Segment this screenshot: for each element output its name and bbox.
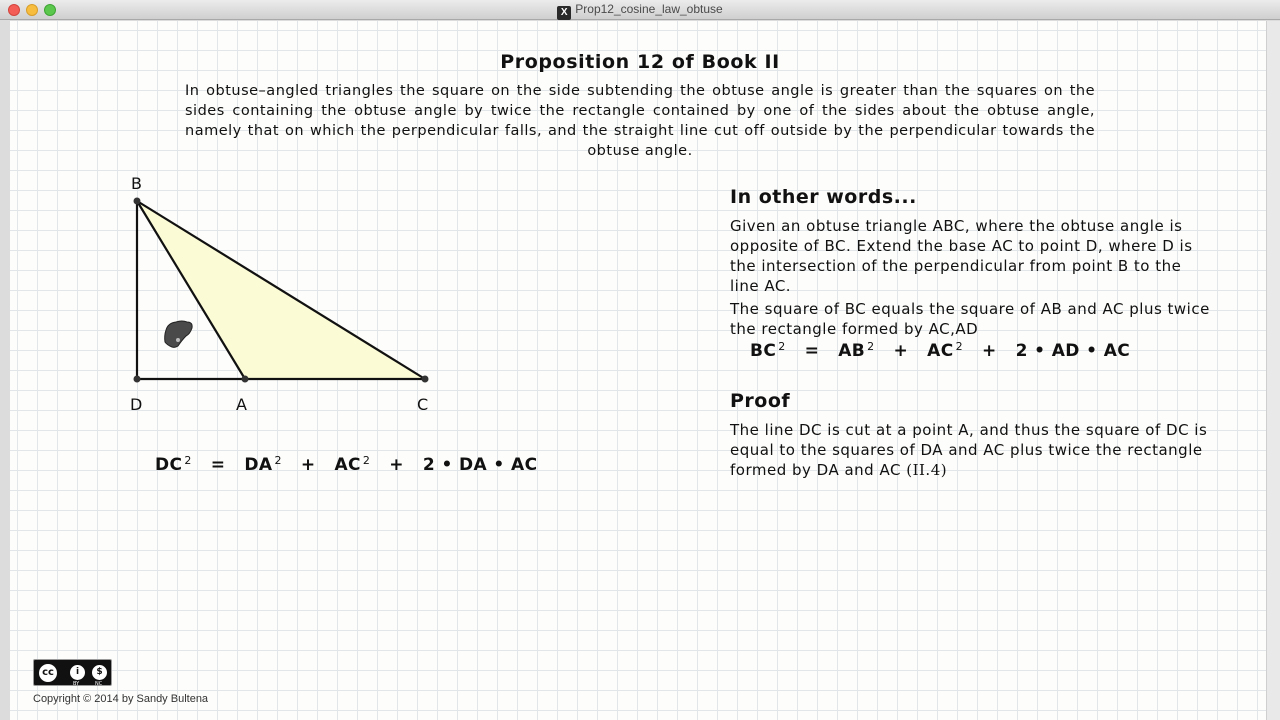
proof-text: The line DC is cut at a point A, and thus the square of DC is equal to the squares of DA and AC plus twice the rectangle formed by DA and AC [730, 421, 1208, 479]
eq-left-equals: = [210, 455, 226, 475]
in-other-words-heading: In other words... [730, 186, 917, 208]
point-a[interactable] [242, 376, 249, 383]
noncommercial-icon: $ [90, 663, 109, 682]
label-b: B [131, 174, 142, 193]
in-other-words-paragraph-2: The square of BC equals the square of AB and AC plus twice the rectangle formed by AC,AD [730, 300, 1210, 338]
triangle-diagram[interactable] [120, 170, 450, 420]
proposition-text: In obtuse–angled triangles the square on the side subtending the obtuse angle is greater than the squares on the sides containing the obtuse angle by twice the rectangle contained by one of the sides about the obtuse angle, namely that on which the perpendicular falls, and the straight line cut off outside by the perpendicular towards the obtuse angle. [185, 83, 1095, 159]
cc-icon: cc [37, 662, 59, 684]
app-icon: X [557, 6, 571, 20]
eq-right-sq2: 2 [867, 340, 875, 353]
eq-right-sq3: 2 [955, 340, 963, 353]
cursor-blob-dot [176, 338, 180, 342]
copyright-notice: Copyright © 2014 by Sandy Bultena [33, 693, 209, 705]
proof-paragraph [730, 420, 1210, 480]
eq-right-sq1: 2 [778, 340, 786, 353]
point-d[interactable] [134, 376, 141, 383]
label-c: C [417, 395, 429, 414]
point-b[interactable] [134, 198, 141, 205]
eq-right-term1: BC [750, 341, 777, 361]
vertical-scrollbar[interactable] [1266, 21, 1280, 720]
nc-label: NC [95, 681, 103, 687]
by-label: BY [73, 681, 80, 687]
equation-right [750, 340, 1130, 361]
eq-right-plus1: + [893, 341, 909, 361]
eq-left-term3: AC [334, 455, 361, 475]
creative-commons-license-badge[interactable] [33, 659, 112, 686]
eq-right-equals: = [804, 341, 820, 361]
window-titlebar [0, 0, 1280, 20]
in-other-words-paragraph-1: Given an obtuse triangle ABC, where the obtuse angle is opposite of BC. Extend the base AC to point D, where D is the intersection of the perpendicular from point B to the line AC. [730, 217, 1193, 295]
eq-left-term2: DA [244, 455, 273, 475]
page-title: Proposition 12 of Book II [500, 51, 780, 73]
eq-left-plus1: + [300, 455, 316, 475]
point-c[interactable] [422, 376, 429, 383]
eq-left-plus2: + [389, 455, 404, 475]
proof-heading: Proof [730, 390, 791, 412]
eq-right-plus2: + [981, 341, 997, 361]
eq-left-sq1: 2 [184, 454, 192, 467]
label-d: D [130, 395, 143, 414]
proof-reference: (II.4) [906, 461, 948, 479]
eq-left-term1: DC [155, 455, 183, 475]
label-a: A [236, 395, 247, 414]
eq-right-term2: AB [838, 341, 866, 361]
window-title [0, 2, 1280, 20]
cursor-blob-icon [165, 321, 192, 347]
eq-right-term3: AC [927, 341, 954, 361]
equation-left [155, 454, 537, 475]
attribution-icon: i [68, 663, 87, 682]
window-title-text: Prop12_cosine_law_obtuse [575, 2, 723, 16]
eq-right-term4: 2 • AD • AC [1015, 341, 1131, 361]
eq-left-term4: 2 • DA • AC [422, 455, 538, 475]
eq-left-sq2: 2 [274, 454, 282, 467]
eq-left-sq3: 2 [362, 454, 371, 467]
